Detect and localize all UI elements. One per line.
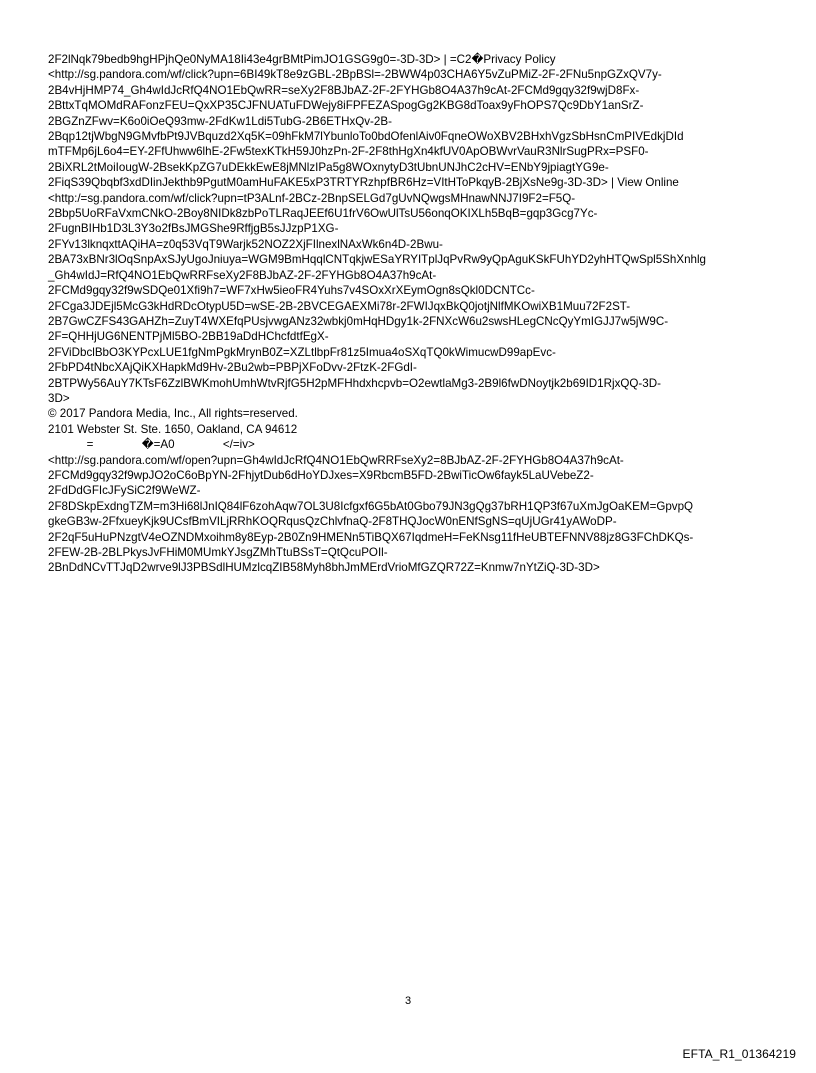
- text-line: 2BTPWy56AuY7KTsF6ZzlBWKmohUmhWtvRjfG5H2pMFHhdxhcpvb=O2ewtlaMg3-2B9l6fwDNoytjk2b69ID1RjxQQ-3D-: [48, 376, 661, 390]
- text-line: _Gh4wIdJ=RfQ4NO1EbQwRRFseXy2F8BJbAZ-2F-2FYHGb8O4A37h9cAt-: [48, 268, 437, 282]
- text-line: 2B7GwCZFS43GAHZh=ZuyT4WXEfqPUsjvwgANz32wbkj0mHqHDgy1k-2FNXcW6u2swsHLegCNcQyYmIGJJ7w5jW9C-: [48, 314, 669, 328]
- text-line: 2FiqS39Qbqbf3xdDIinJekthb9PgutM0amHuFAKE5xP3TRTYRzhpfBR6Hz=VItHToPkqyB-2BjXsNe9g-3D-3D> | View Online: [48, 176, 679, 190]
- text-line: 2BGZnZFwv=K6o0iOeQ93mw-2FdKw1Ldi5TubG-2B6ETHxQv-2B-: [48, 114, 392, 128]
- email-body-text: [48, 52, 772, 576]
- text-line: 2FCMd9gqy32f9wSDQe01Xfi9h7=WF7xHw5ieoFR4Yuhs7v4SOxXrXEymOgn8sQkl0DCNTCc-: [48, 284, 535, 298]
- text-line: 2FugnBIHb1D3L3Y3o2fBsJMGShe9RffjgB5sJJzpP1XG-: [48, 222, 339, 236]
- bates-number: EFTA_R1_01364219: [682, 1047, 796, 1061]
- text-line: 2F2qF5uHuPNzgtV4eOZNDMxoihm8y8Eyp-2B0Zn9HMENn5TiBQX67IqdmeH=FeKNsg11fHeUBTEFNNV88jz8G3FChDKQs-: [48, 530, 694, 544]
- text-line: 2FCga3JDEjl5McG3kHdRDcOtypU5D=wSE-2B-2BVCEGAEXMi78r-2FWIJqxBkQ0jotjNlfMKOwiXB1Muu72F2ST-: [48, 299, 631, 313]
- text-line: 2FYv13lknqxttAQiHA=z0q53VqT9Warjk52NOZ2XjFIlnexlNAxWk6n4D-2Bwu-: [48, 237, 443, 251]
- text-line: 2FCMd9gqy32f9wpJO2oC6oBpYN-2FhjytDub6dHoYDJxes=X9RbcmB5FD-2BwiTicOw6fayk5LaUVebeZ2-: [48, 468, 594, 482]
- text-line: mTFMp6jL6o4=EY-2FfUhww6lhE-2Fw5texKTkH59J0hzPn-2F-2F8thHgXn4kfUV0ApOBWvrVauR3NlrSugPRx=PSF0-: [48, 145, 649, 159]
- text-line: 2BnDdNCvTTJqD2wrve9lJ3PBSdlHUMzlcqZIB58Myh8bhJmMErdVrioMfGZQR72Z=Knmw7nYtZiQ-3D-3D>: [48, 561, 600, 575]
- copyright-line: © 2017 Pandora Media, Inc., All rights=reserved.: [48, 407, 298, 421]
- text-line: <http://sg.pandora.com/wf/open?upn=Gh4wIdJcRfQ4NO1EbQwRRFseXy2=8BJbAZ-2F-2FYHGb8O4A37h9cAt-: [48, 453, 624, 467]
- text-line: 2F2lNqk79bedb9hgHPjhQe0NyMA18Ii43e4grBMtPimJO1GSG9g0=-3D-3D> | =C2�Privacy Policy: [48, 53, 556, 66]
- text-line: 2B4vHjHMP74_Gh4wIdJcRfQ4NO1EbQwRR=seXy2F8BJbAZ-2F-2FYHGb8O4A37h9cAt-2FCMd9gqy32f9wjD8Fx-: [48, 83, 640, 97]
- address-line: 2101 Webster St. Ste. 1650, Oakland, CA 94612: [48, 422, 298, 436]
- text-line: 2Bqp12tjWbgN9GMvfbPt9JVBquzd2Xq5K=09hFkM7lYbunloTo0bdOfenlAiv0FqneOWoXBV2BHxhVgzSbHsnCmPIVEdkjDId: [48, 130, 684, 144]
- text-line: gkeGB3w-2FfxueyKjk9UCsfBmVILjRRhKOQRqusQzChlvfnaQ-2F8THQJocW0nENfSgNS=qUjUGr41yAWoDP-: [48, 515, 617, 529]
- text-line: 3D>: [48, 391, 70, 405]
- text-line: 2FEW-2B-2BLPkysJvFHiM0MUmkYJsgZMhTtuBSsT=QtQcuPOIl-: [48, 546, 388, 559]
- text-line: 2F8DSkpExdngTZM=m3Hi68lJnIQ84lF6zohAqw7OL3U8Icfgxf6G5bAt0Gbo79JN3gQg37bRH1QP3f67uXmJgOaKEM=GpvpQ: [48, 499, 694, 513]
- text-line: <http:/=sg.pandora.com/wf/click?upn=tP3ALnf-2BCz-2BnpSELGd7gUvNQwgsMHnawNNJ7I9F2=F5Q-: [48, 191, 576, 205]
- text-line: <http://sg.pandora.com/wf/click?upn=6BI49kT8e9zGBL-2BpBSl=-2BWW4p03CHA6Y5vZuPMiZ-2F-2FNu5npGZxQV7y-: [48, 68, 662, 82]
- text-line: 2BA73xBNr3lOqSnpAxSJyUgoJniuya=WGM9BmHqqlCNTqkjwESaYRYITplJqPvRw9yQpAguKSkFUhYD2yhHTQwSpl5ShXnhlg: [48, 253, 706, 267]
- text-line: 2FViDbclBbO3KYPcxLUE1fgNmPgkMrynB0Z=XZLtlbpFr81z5Imua4oSXqTQ0kWimucwD99apEvc-: [48, 345, 556, 359]
- text-line: 2FbPD4tNbcXAjQiKXHapkMd9Hv-2Bu2wb=PBPjXFoDvv-2FtzK-2FGdI-: [48, 361, 417, 375]
- page-number: 3: [404, 995, 412, 1007]
- text-line: 2F=QHHjUG6NENTPjMl5BO-2BB19aDdHChcfdtfEgX-: [48, 330, 329, 344]
- text-line: = �=A0 </=iv>: [48, 438, 255, 452]
- text-line: 2BttxTqMOMdRAFonzFEU=QxXP35CJFNUATuFDWejy8iFPFEZASpogGg2KBG8dToax9yFhOPS7Qc9DbY1anSrZ-: [48, 99, 644, 113]
- text-line: 2FdDdGFIcJFySiC2f9WeWZ-: [48, 484, 201, 498]
- text-line: 2BiXRL2tMoiIougW-2BsekKpZG7uDEkkEwE8jMNlzIPa5g8WOxnytyD3tUbnUNJhC2cHV=ENbY9jpiagtYG9e-: [48, 160, 609, 174]
- text-line: 2Bbp5UoRFaVxmCNkO-2Boy8NIDk8zbPoTLRaqJEEf6U1frV6OwUlTsU56onqOKIXLh5BqB=gqp3Gcg7Yc-: [48, 207, 598, 221]
